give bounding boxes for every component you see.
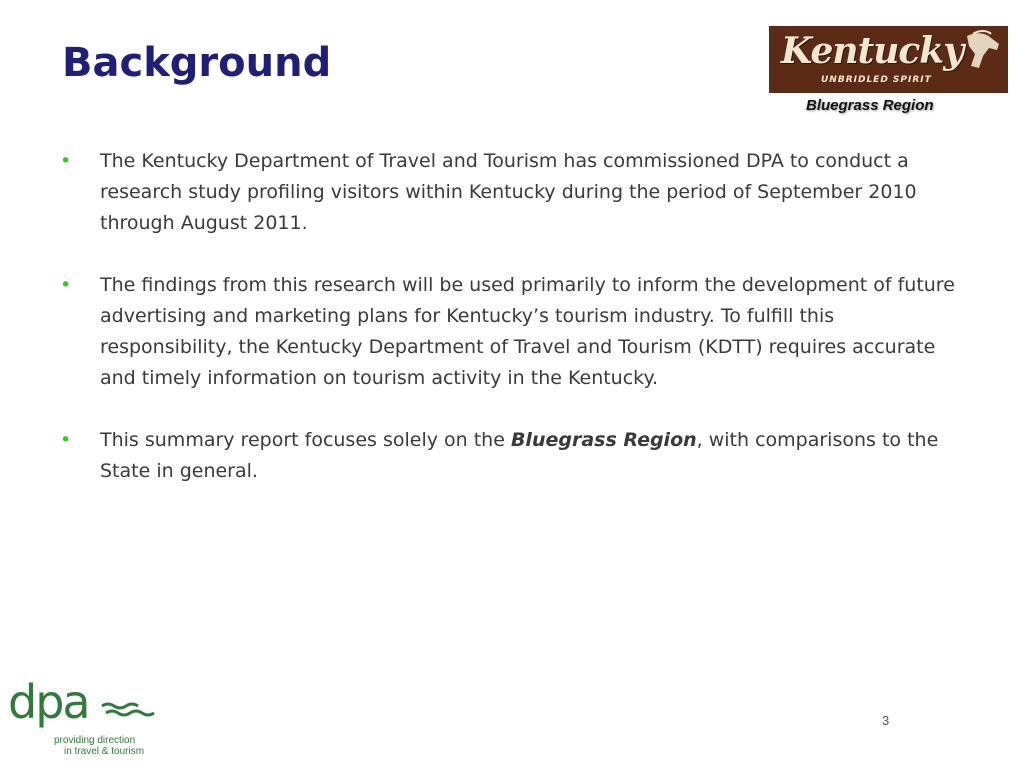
bullet-emphasis: Bluegrass Region	[510, 429, 697, 451]
dpa-tagline-2: in travel & tourism	[64, 746, 145, 757]
dpa-logo	[8, 675, 158, 761]
kentucky-wordmark: Kentucky	[781, 30, 964, 72]
kentucky-logo	[769, 26, 1008, 93]
bullet-text: The findings from this research will be used primarily to inform the development of future advertising and marketing plans for Kentucky’s tourism industry. To fulfill this responsibility, the Kentucky Department of Travel and Tourism (KDTT) requires accurate and timely information on tourism activity in the Kentucky.	[100, 274, 955, 389]
dpa-wordmark: dpa	[8, 675, 89, 729]
region-label: Bluegrass Region	[806, 97, 934, 114]
waves-icon	[100, 700, 156, 720]
bullet-list	[60, 146, 970, 518]
slide-title: Background	[62, 40, 332, 86]
kentucky-tagline: UNBRIDLED SPIRIT	[821, 75, 932, 85]
bullet-text: The Kentucky Department of Travel and Tourism has commissioned DPA to conduct a research study profiling visitors within Kentucky during the period of September 2010 through August 2011.	[100, 150, 917, 234]
bullet-item	[60, 146, 970, 239]
bullet-dot-icon: •	[60, 150, 72, 172]
bullet-text-before: This summary report focuses solely on the	[100, 429, 511, 451]
page-number: 3	[882, 713, 890, 728]
bullet-dot-icon: •	[60, 429, 72, 451]
bullet-text-after: , with comparisons to the State in general.	[100, 429, 939, 482]
bullet-item	[60, 425, 970, 487]
bullet-dot-icon: •	[60, 274, 72, 296]
bullet-item	[60, 270, 970, 394]
dpa-tagline-1: providing direction	[54, 735, 136, 746]
